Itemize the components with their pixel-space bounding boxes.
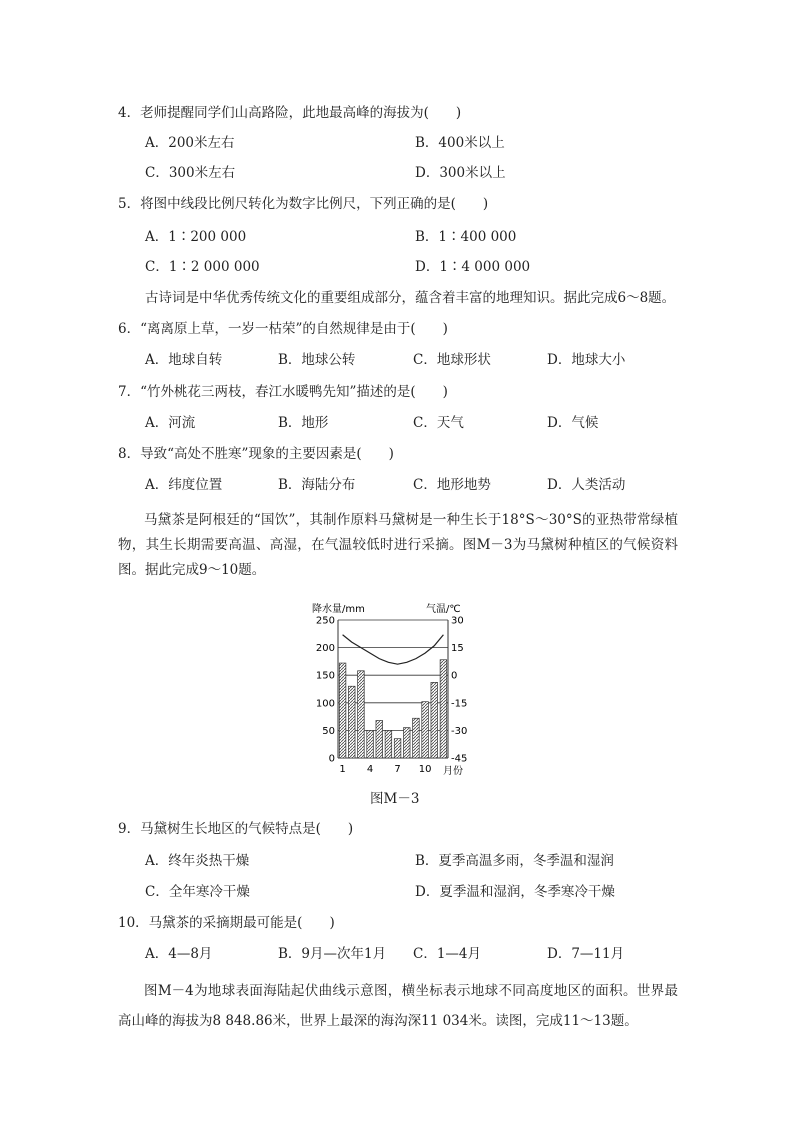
intro-6-8: 古诗词是中华优秀传统文化的重要组成部分，蕴含着丰富的地理知识。据此完成6～8题。 [145,290,676,306]
q7-option-b: B．地形 [278,415,329,431]
intro-9-10: 马黛茶是阿根廷的“国饮”，其制作原料马黛树是一种生长于18°S～30°S的亚热带常绿植物，其生长期需要高温、高湿，在气温较低时进行采摘。图M－3为马黛树种植区的气候资料图。据此完成9～10题。 [118,512,678,578]
climate-chart [308,598,478,788]
chart-x-unit: 月份 [443,766,463,777]
q5-stem: 5．将图中线段比例尺转化为数字比例尺，下列正确的是( ) [118,196,489,212]
precip-bar [422,702,429,758]
q7-option-d: D．气候 [547,415,599,431]
q5-option-c: C．1∶2 000 000 [145,259,260,275]
q7-option-a: A．河流 [145,415,196,431]
q9-option-c: C．全年寒冷干燥 [145,884,250,900]
precip-bar [358,671,365,758]
chart-right-axis-label: 气温/℃ [426,604,461,615]
left-tick-label: 0 [328,753,335,765]
q4-option-a: A．200米左右 [145,135,235,151]
chart-left-axis-label: 降水量/mm [312,604,365,615]
q7-option-c: C．天气 [413,415,464,431]
q6-option-b: B．地球公转 [278,352,356,368]
q9-stem: 9．马黛树生长地区的气候特点是( ) [118,821,354,837]
intro-11-13: 图M－4为地球表面海陆起伏曲线示意图，横坐标表示地球不同高度地区的面积。世界最高山峰的海拔为8 848.86米，世界上最深的海沟深11 034米。读图，完成11～13题。 [118,983,678,1029]
right-tick-label: -15 [451,698,468,710]
precip-bar [339,663,346,758]
left-tick-label: 150 [315,670,335,682]
right-tick-label: 15 [451,643,464,655]
precip-bar [367,730,374,758]
left-tick-label: 200 [315,643,335,655]
q10-option-c: C．1—4月 [413,946,482,962]
q9-option-b: B．夏季高温多雨，冬季温和湿润 [415,853,614,869]
q10-stem: 10．马黛茶的采摘期最可能是( ) [118,915,335,931]
q6-option-c: C．地球形状 [413,352,491,368]
q8-option-c: C．地形地势 [413,477,491,493]
right-tick-label: -45 [451,753,468,765]
q7-stem: 7．“竹外桃花三两枝，春江水暖鸭先知”描述的是( ) [118,384,448,400]
precip-bar [385,730,392,758]
q8-option-d: D．人类活动 [547,477,626,493]
temperature-line [343,635,444,664]
right-tick-label: 0 [451,670,458,682]
q10-option-a: A．4—8月 [145,946,213,962]
right-tick-label: -30 [451,725,468,737]
x-tick-label: 10 [418,764,432,775]
precip-bar [413,718,420,758]
q10-option-b: B．9月—次年1月 [278,946,387,962]
precip-bar [431,682,438,758]
q9-option-d: D．夏季温和湿润，冬季寒冷干燥 [415,884,615,900]
q8-stem: 8．导致“高处不胜寒”现象的主要因素是( ) [118,446,394,462]
q4-option-b: B．400米以上 [415,135,505,151]
q4-stem: 4．老师提醒同学们山高路险，此地最高峰的海拔为( ) [118,105,462,121]
x-tick-label: 1 [339,764,346,775]
left-tick-label: 250 [315,615,335,627]
q6-option-d: D．地球大小 [547,352,626,368]
q4-option-c: C．300米左右 [145,165,236,181]
left-tick-label: 50 [322,725,335,737]
figure-caption: 图M－3 [370,791,420,807]
q9-option-a: A．终年炎热干燥 [145,853,250,869]
x-tick-label: 4 [366,764,374,775]
q8-option-a: A．纬度位置 [145,477,223,493]
precip-bar [403,728,410,758]
left-tick-label: 100 [315,698,335,710]
q6-option-a: A．地球自转 [145,352,223,368]
x-tick-label: 7 [394,764,401,775]
q10-option-d: D．7—11月 [547,946,625,962]
q5-option-a: A．1∶200 000 [145,229,247,245]
precip-bar [376,720,383,758]
q8-option-b: B．海陆分布 [278,477,356,493]
q6-stem: 6．“离离原上草，一岁一枯荣”的自然规律是由于( ) [118,321,448,337]
right-tick-label: 30 [451,615,464,627]
q4-option-d: D．300米以上 [415,165,506,181]
q5-option-d: D．1∶4 000 000 [415,259,531,275]
precip-bar [394,739,401,758]
precip-bar [348,686,355,758]
q5-option-b: B．1∶400 000 [415,229,517,245]
precip-bar [440,660,447,758]
